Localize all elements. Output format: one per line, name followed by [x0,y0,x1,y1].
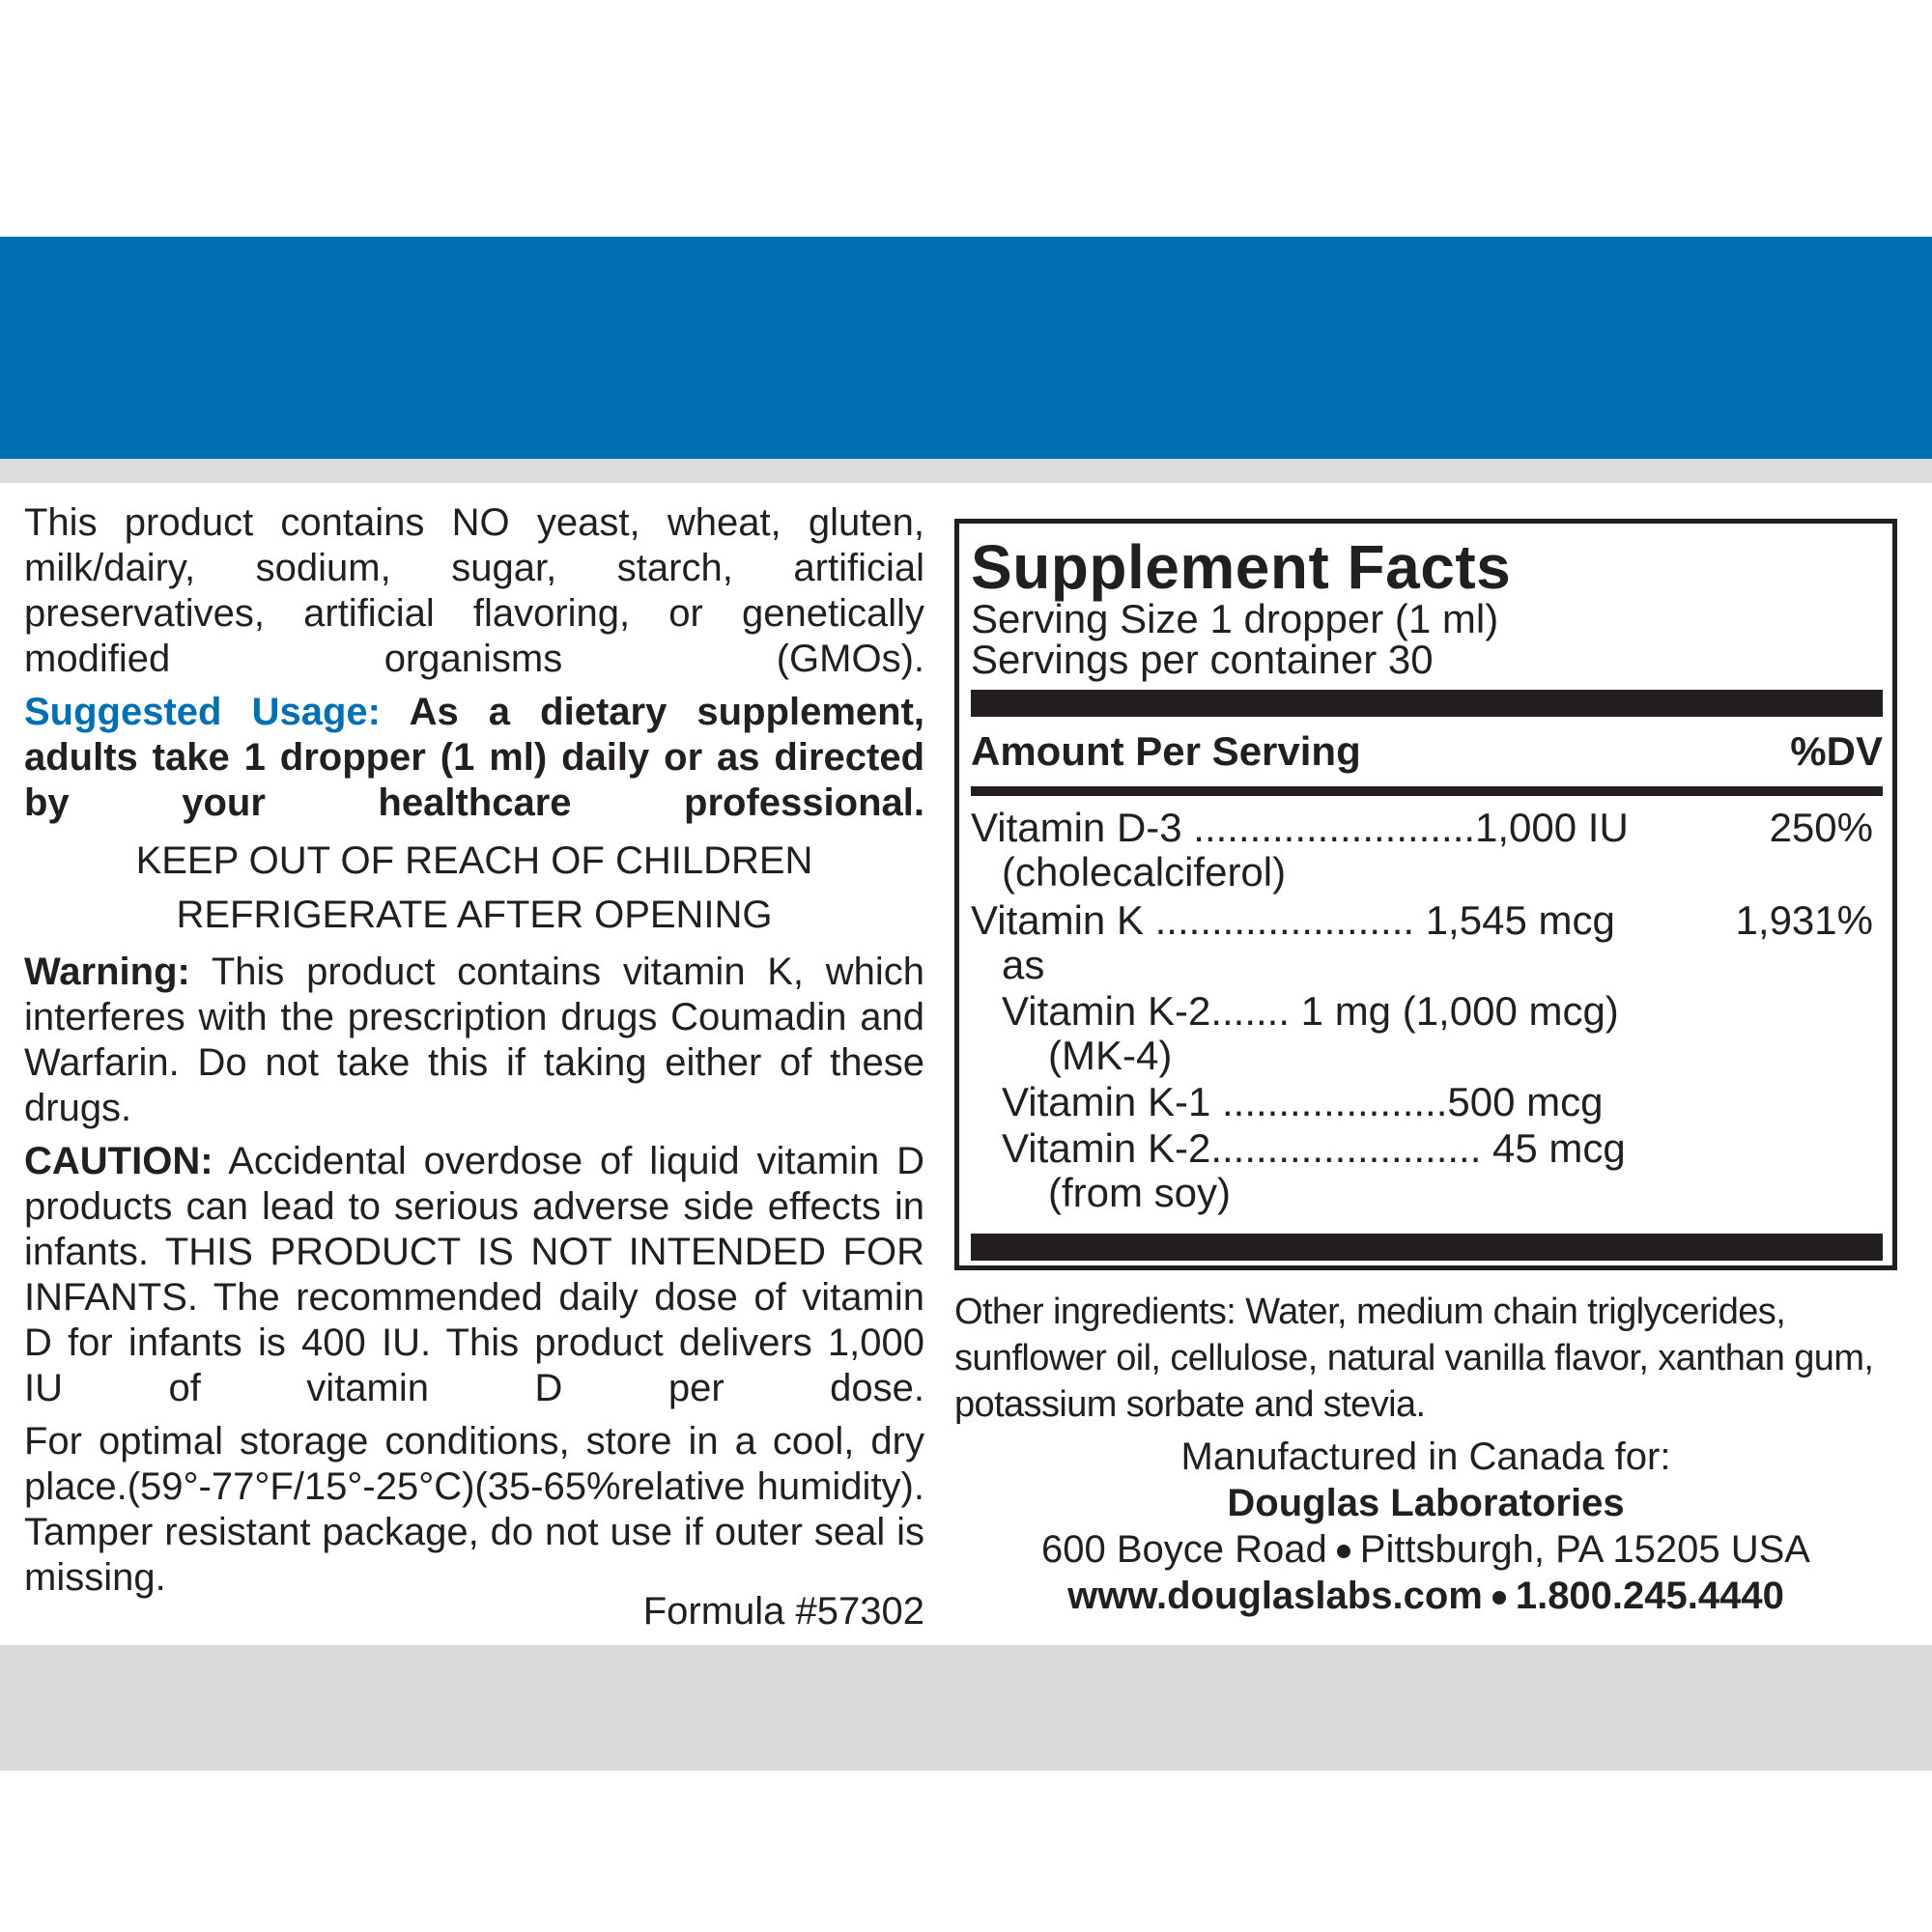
caution-statement [24,1139,924,1411]
other-ingredients: Other ingredients: Water, medium chain triglycerides, sunflower oil, cellulose, natural vanilla flavor, xanthan gum, potassium sorbate and stevia. [954,1292,1874,1425]
suggested-usage-label: Suggested Usage: [24,691,381,733]
dv-header-label: %DV [1790,728,1883,774]
row-vitamin-k-dv: 1,931% [1735,897,1873,943]
row-vitamin-k2-soy: Vitamin K-2........................ 45 mcg [1002,1125,1626,1171]
notice-keep-out: KEEP OUT OF REACH OF CHILDREN [135,839,813,882]
free-from-statement: This product contains NO yeast, wheat, gluten, milk/dairy, sodium, sugar, starch, artificial preservatives, artificial flavoring, or genetically modified organisms (GMOs). [24,501,924,680]
company-phone: 1.800.245.4440 [1515,1575,1784,1617]
company-address [954,1526,1897,1573]
caution-label: CAUTION: [24,1140,213,1182]
facts-divider-bottom [971,1234,1883,1261]
row-vitamin-d3-dv: 250% [1769,805,1873,850]
row-vitamin-k: Vitamin K ....................... 1,545 mcg [971,897,1615,943]
warning-label: Warning: [24,951,190,993]
servings-per-container: Servings per container 30 [971,637,1434,682]
header-gray-stripe [0,459,1932,483]
manufactured-for: Manufactured in Canada for: [1180,1435,1671,1478]
row-vitamin-d3: Vitamin D-3 .........................1,000 IU [971,805,1629,850]
left-column [24,500,924,1601]
suggested-usage [24,690,924,826]
warning-statement [24,950,924,1131]
right-column [954,1289,1897,1619]
bullet-icon [1492,1591,1506,1605]
facts-title: Supplement Facts [971,532,1512,602]
facts-divider-thick [971,690,1883,717]
company-website: www.douglaslabs.com [1067,1575,1483,1617]
warning-text: This product contains vitamin K, which interferes with the prescription drugs Coumadin and Warfarin. Do not take this if taking either of these drugs. [24,951,925,1129]
bullet-icon [1337,1545,1350,1558]
storage-statement: For optimal storage conditions, store in a cool, dry place.(59°-77°F/15°-25°C)(35-65%relative humidity). Tamper resistant package, do not use if outer seal is missing. [24,1420,924,1599]
caution-text: Accidental overdose of liquid vitamin D products can lead to serious adverse side effects in infants. THIS PRODUCT IS NOT INTENDED FOR INFANTS. The recommended daily dose of vitamin D for infants is 400 IU. This product delivers 1,000 IU of vitamin D per dose. [24,1140,925,1409]
serving-size: Serving Size 1 dropper (1 ml) [971,596,1499,641]
company-name: Douglas Laboratories [1227,1482,1625,1524]
address-street: 600 Boyce Road [1041,1528,1327,1571]
address-city: Pittsburgh, PA 15205 USA [1359,1528,1810,1571]
company-contact [954,1573,1897,1619]
row-vitamin-k2-mk4-sub: (MK-4) [1048,1033,1173,1078]
formula-number: Formula #57302 [642,1590,924,1633]
row-vitamin-k2-soy-sub: (from soy) [1048,1170,1231,1215]
row-vitamin-k1: Vitamin K-1 ....................500 mcg [1002,1079,1604,1124]
row-vitamin-k-as: as [1002,942,1045,987]
supplement-facts-panel [954,519,1897,1270]
amount-header-row [971,728,1883,775]
row-vitamin-d3-sub: (cholecalciferol) [1002,849,1287,895]
facts-divider-medium [971,786,1883,796]
amount-per-serving-label: Amount Per Serving [971,728,1361,774]
row-vitamin-k2-mk4: Vitamin K-2....... 1 mg (1,000 mcg) [1002,988,1619,1034]
footer-gray-band [0,1645,1932,1771]
notice-refrigerate: REFRIGERATE AFTER OPENING [176,894,773,936]
suggested-usage-text: As a dietary supplement, adults take 1 dropper (1 ml) daily or as directed by your healthcare professional. [24,691,924,824]
header-blue-band [0,237,1932,459]
